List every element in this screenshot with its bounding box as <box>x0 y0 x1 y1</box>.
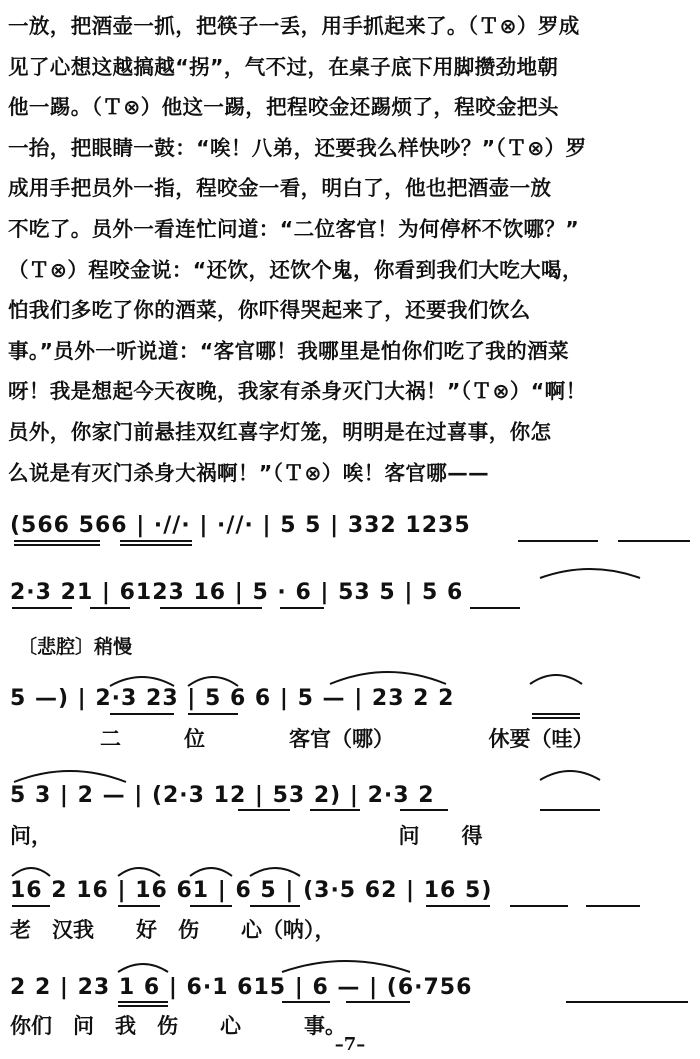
score-note-row: 2 2 | 23 1 6 | 6·1 615 | 6 — | (6·756 <box>10 975 473 1000</box>
prose-line: 不吃了。员外一看连忙问道：“二位客官！为何停杯不饮哪？” <box>8 216 580 241</box>
prose-line: 事。”员外一听说道：“客官哪！我哪里是怕你们吃了我的酒菜 <box>8 338 569 363</box>
lyric-row: 问， 问 得 <box>10 824 483 848</box>
slur <box>540 569 640 578</box>
score-note-row: 5 3 | 2 — | (2·3 12 | 53 2) | 2·3 2 <box>10 783 435 808</box>
prose-line: 员外，你家门前悬挂双红喜字灯笼，明明是在过喜事，你怎 <box>8 419 552 444</box>
prose-line: 呀！我是想起今天夜晚，我家有杀身灭门大祸！”（Ｔ⊗）“啊！ <box>8 379 587 404</box>
lyric-row: 你们 问 我 伤 心 事。 <box>10 1014 346 1038</box>
slur <box>118 964 168 972</box>
prose-line: 成用手把员外一指，程咬金一看，明白了，他也把酒壶一放 <box>8 176 552 201</box>
prose-line: 一抬，把眼睛一鼓：“唉！八弟，还要我么样快吵？”（Ｔ⊗）罗 <box>8 135 587 160</box>
prose-line: 怕我们多吃了你的酒菜，你吓得哭起来了，还要我们饮么 <box>8 298 531 323</box>
prose-line: 么说是有灭门杀身大祸啊！”（Ｔ⊗）唉！客官哪—— <box>8 460 489 485</box>
prose-line: 他一踢。（Ｔ⊗）他这一踢，把程咬金还踢烦了，程咬金把头 <box>8 95 559 120</box>
lyric-row: 老 汉我 好 伤 心（呐）， <box>10 918 336 942</box>
tempo-marking: 〔悲腔〕稍慢 <box>18 636 133 658</box>
slur <box>118 868 160 876</box>
score-note-row: 16 2 16 | 16 61 | 6 5 | (3·5 62 | 16 5) <box>10 878 493 903</box>
slur <box>250 868 300 876</box>
prose-line: 见了心想这越搞越“拐”，气不过，在桌子底下用脚攒劲地朝 <box>8 54 559 79</box>
slur <box>330 672 446 684</box>
slur <box>12 868 50 876</box>
slur <box>540 771 600 780</box>
score-note-row: (566 566 | ∙//∙ | ∙//∙ | 5 5 | 332 1235 <box>10 513 471 538</box>
score-note-row: 5 —) | 2·3 23 | 5 6 6 | 5 — | 23 2 2 <box>10 686 455 711</box>
slur <box>110 677 174 686</box>
prose-line: 一放，把酒壶一抓，把筷子一丢，用手抓起来了。（Ｔ⊗）罗成 <box>8 14 580 38</box>
slur <box>530 675 582 684</box>
slur <box>188 677 238 686</box>
slur <box>14 771 126 782</box>
slur <box>282 961 410 972</box>
prose-line: （Ｔ⊗）程咬金说：“还饮，还饮个鬼，你看到我们大吃大喝， <box>8 257 583 282</box>
page-number: –7– <box>334 1034 366 1055</box>
slur <box>190 868 232 876</box>
score-note-row: 2·3 21 | 6123 16 | 5 · 6 | 53 5 | 5 6 <box>10 580 464 605</box>
lyric-row: 二 位 客官（哪） 休要（哇） <box>100 727 594 751</box>
